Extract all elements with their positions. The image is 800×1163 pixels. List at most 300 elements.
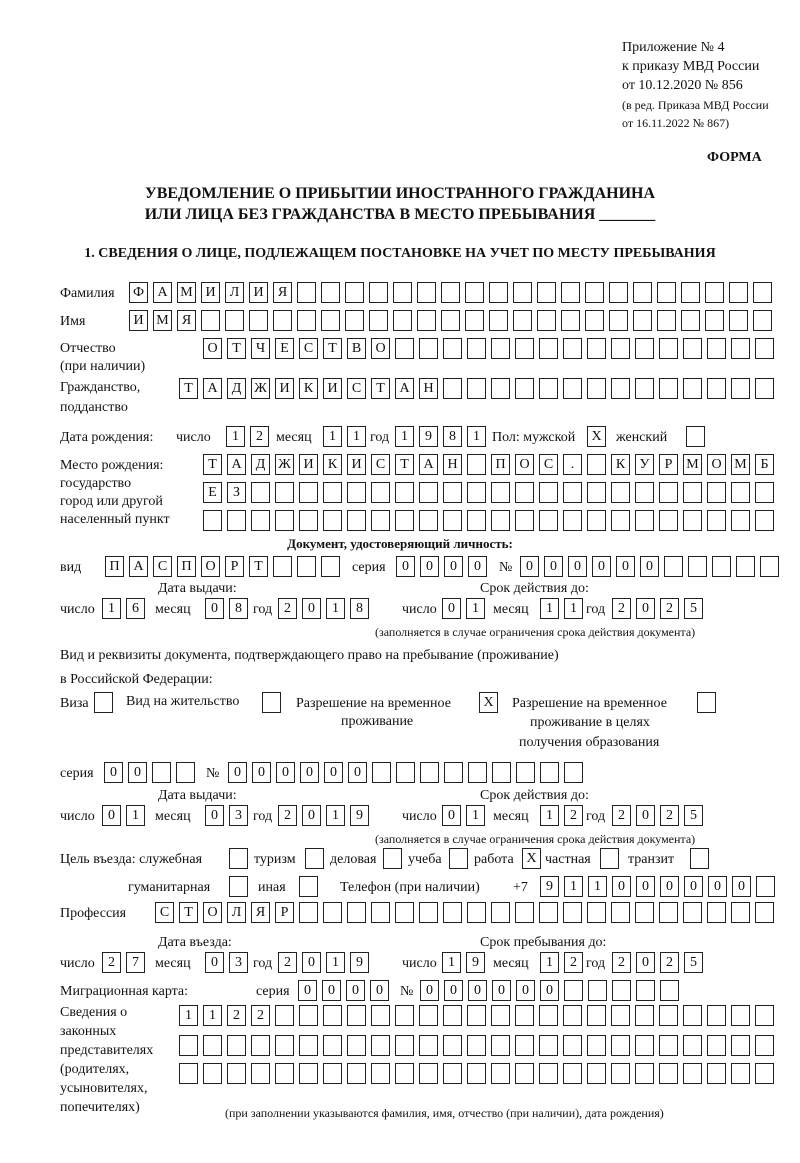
reps-row1-cell[interactable] xyxy=(707,1005,726,1026)
name-cell[interactable] xyxy=(345,310,364,331)
surname-cell[interactable] xyxy=(753,282,772,303)
stay-issue-month-cell[interactable]: 0 xyxy=(205,805,224,826)
reps-row3-cell[interactable] xyxy=(443,1063,462,1084)
stay-number-cell[interactable] xyxy=(396,762,415,783)
reps-row1-cell[interactable] xyxy=(659,1005,678,1026)
id-valid-day-cell[interactable]: 0 xyxy=(442,598,461,619)
pob-row1-cell[interactable]: Н xyxy=(443,454,462,475)
id-series-cell[interactable]: 0 xyxy=(468,556,487,577)
name-cell[interactable] xyxy=(705,310,724,331)
profession-cell[interactable] xyxy=(683,902,702,923)
reps-row2-cell[interactable] xyxy=(203,1035,222,1056)
phone-cell[interactable]: 1 xyxy=(588,876,607,897)
pob-row3-cell[interactable] xyxy=(587,510,606,531)
entry-month-cell[interactable]: 0 xyxy=(205,952,224,973)
profession-cell[interactable]: Т xyxy=(179,902,198,923)
id-number-cell[interactable]: 0 xyxy=(544,556,563,577)
reps-row3-cell[interactable] xyxy=(251,1063,270,1084)
id-issue-year-cell[interactable]: 1 xyxy=(326,598,345,619)
citizenship-cell[interactable]: Д xyxy=(227,378,246,399)
stay-valid-year-cell[interactable]: 2 xyxy=(612,805,631,826)
profession-cell[interactable] xyxy=(731,902,750,923)
trp-checkbox[interactable]: X xyxy=(479,692,498,713)
stay-issue-day-cell[interactable]: 0 xyxy=(102,805,121,826)
surname-cell[interactable] xyxy=(633,282,652,303)
pob-row1-cell[interactable]: . xyxy=(563,454,582,475)
reps-row3-cell[interactable] xyxy=(371,1063,390,1084)
reps-row1-cell[interactable] xyxy=(611,1005,630,1026)
stay-valid-year-cell[interactable]: 5 xyxy=(684,805,703,826)
pob-row2-cell[interactable] xyxy=(731,482,750,503)
entry-year-cell[interactable]: 9 xyxy=(350,952,369,973)
profession-cell[interactable]: С xyxy=(155,902,174,923)
citizenship-cell[interactable] xyxy=(539,378,558,399)
mc-series-cell[interactable]: 0 xyxy=(370,980,389,1001)
pob-row1-cell[interactable]: И xyxy=(299,454,318,475)
dob-day-cell[interactable]: 1 xyxy=(226,426,245,447)
profession-cell[interactable]: Р xyxy=(275,902,294,923)
name-cell[interactable] xyxy=(513,310,532,331)
reps-row1-cell[interactable]: 1 xyxy=(203,1005,222,1026)
id-kind-cell[interactable]: Т xyxy=(249,556,268,577)
id-kind-cell[interactable]: А xyxy=(129,556,148,577)
pob-row3-cell[interactable] xyxy=(251,510,270,531)
name-cell[interactable] xyxy=(417,310,436,331)
citizenship-cell[interactable]: Н xyxy=(419,378,438,399)
name-cell[interactable] xyxy=(297,310,316,331)
profession-cell[interactable] xyxy=(515,902,534,923)
citizenship-cell[interactable] xyxy=(731,378,750,399)
pob-row2-cell[interactable] xyxy=(515,482,534,503)
patronymic-cell[interactable] xyxy=(659,338,678,359)
reps-row1-cell[interactable] xyxy=(515,1005,534,1026)
reps-row2-cell[interactable] xyxy=(731,1035,750,1056)
entry-year-cell[interactable]: 2 xyxy=(278,952,297,973)
surname-cell[interactable] xyxy=(513,282,532,303)
pob-row1-cell[interactable]: Д xyxy=(251,454,270,475)
pob-row3-cell[interactable] xyxy=(491,510,510,531)
surname-cell[interactable] xyxy=(657,282,676,303)
dob-year-cell[interactable]: 1 xyxy=(467,426,486,447)
stay-number-cell[interactable]: 0 xyxy=(276,762,295,783)
id-kind-cell[interactable]: С xyxy=(153,556,172,577)
surname-cell[interactable] xyxy=(417,282,436,303)
id-number-cell[interactable]: 0 xyxy=(520,556,539,577)
pob-row3-cell[interactable] xyxy=(395,510,414,531)
mc-number-cell[interactable]: 0 xyxy=(444,980,463,1001)
reps-row1-cell[interactable]: 2 xyxy=(251,1005,270,1026)
profession-cell[interactable] xyxy=(323,902,342,923)
citizenship-cell[interactable] xyxy=(563,378,582,399)
pob-row2-cell[interactable] xyxy=(371,482,390,503)
reps-row1-cell[interactable] xyxy=(563,1005,582,1026)
profession-cell[interactable]: О xyxy=(203,902,222,923)
pob-row3-cell[interactable] xyxy=(443,510,462,531)
patronymic-cell[interactable] xyxy=(731,338,750,359)
mc-series-cell[interactable]: 0 xyxy=(322,980,341,1001)
stay-series-cell[interactable]: 0 xyxy=(128,762,147,783)
reps-row3-cell[interactable] xyxy=(731,1063,750,1084)
pob-row1-cell[interactable]: Б xyxy=(755,454,774,475)
name-cell[interactable] xyxy=(249,310,268,331)
pob-row1-cell[interactable] xyxy=(467,454,486,475)
mc-number-cell[interactable]: 0 xyxy=(420,980,439,1001)
dob-day-cell[interactable]: 2 xyxy=(250,426,269,447)
reps-row3-cell[interactable] xyxy=(179,1063,198,1084)
citizenship-cell[interactable]: А xyxy=(395,378,414,399)
reps-row2-cell[interactable] xyxy=(179,1035,198,1056)
surname-cell[interactable] xyxy=(441,282,460,303)
reps-row2-cell[interactable] xyxy=(683,1035,702,1056)
stay-issue-year-cell[interactable]: 0 xyxy=(302,805,321,826)
pob-row3-cell[interactable] xyxy=(203,510,222,531)
patronymic-cell[interactable]: В xyxy=(347,338,366,359)
pob-row1-cell[interactable]: У xyxy=(635,454,654,475)
profession-cell[interactable] xyxy=(611,902,630,923)
pob-row3-cell[interactable] xyxy=(227,510,246,531)
pob-row3-cell[interactable] xyxy=(323,510,342,531)
surname-cell[interactable]: Я xyxy=(273,282,292,303)
dob-year-cell[interactable]: 8 xyxy=(443,426,462,447)
id-valid-month-cell[interactable]: 1 xyxy=(540,598,559,619)
id-number-cell[interactable]: 0 xyxy=(640,556,659,577)
p-study-checkbox[interactable] xyxy=(449,848,468,869)
stay-number-cell[interactable]: 0 xyxy=(228,762,247,783)
trpe-checkbox[interactable] xyxy=(697,692,716,713)
reps-row1-cell[interactable] xyxy=(419,1005,438,1026)
until-day-cell[interactable]: 1 xyxy=(442,952,461,973)
surname-cell[interactable]: И xyxy=(249,282,268,303)
patronymic-cell[interactable] xyxy=(419,338,438,359)
surname-cell[interactable] xyxy=(465,282,484,303)
patronymic-cell[interactable] xyxy=(467,338,486,359)
stay-number-cell[interactable]: 0 xyxy=(300,762,319,783)
reps-row2-cell[interactable] xyxy=(347,1035,366,1056)
id-kind-cell[interactable] xyxy=(321,556,340,577)
surname-cell[interactable]: Ф xyxy=(129,282,148,303)
pob-row1-cell[interactable]: К xyxy=(611,454,630,475)
name-cell[interactable] xyxy=(201,310,220,331)
citizenship-cell[interactable] xyxy=(683,378,702,399)
reps-row3-cell[interactable] xyxy=(395,1063,414,1084)
reps-row2-cell[interactable] xyxy=(371,1035,390,1056)
patronymic-cell[interactable]: С xyxy=(299,338,318,359)
id-issue-year-cell[interactable]: 0 xyxy=(302,598,321,619)
mc-number-cell[interactable]: 0 xyxy=(492,980,511,1001)
phone-cell[interactable]: 1 xyxy=(564,876,583,897)
pob-row2-cell[interactable]: З xyxy=(227,482,246,503)
pob-row1-cell[interactable]: О xyxy=(707,454,726,475)
name-cell[interactable]: Я xyxy=(177,310,196,331)
name-cell[interactable] xyxy=(441,310,460,331)
id-issue-day-cell[interactable]: 6 xyxy=(126,598,145,619)
reps-row2-cell[interactable] xyxy=(707,1035,726,1056)
entry-day-cell[interactable]: 2 xyxy=(102,952,121,973)
reps-row1-cell[interactable] xyxy=(755,1005,774,1026)
reps-row3-cell[interactable] xyxy=(707,1063,726,1084)
id-number-cell[interactable] xyxy=(688,556,707,577)
id-number-cell[interactable] xyxy=(664,556,683,577)
name-cell[interactable] xyxy=(753,310,772,331)
citizenship-cell[interactable] xyxy=(443,378,462,399)
profession-cell[interactable] xyxy=(395,902,414,923)
pob-row2-cell[interactable] xyxy=(467,482,486,503)
reps-row2-cell[interactable] xyxy=(299,1035,318,1056)
reps-row2-cell[interactable] xyxy=(635,1035,654,1056)
pob-row2-cell[interactable] xyxy=(635,482,654,503)
id-series-cell[interactable]: 0 xyxy=(396,556,415,577)
dob-month-cell[interactable]: 1 xyxy=(323,426,342,447)
patronymic-cell[interactable] xyxy=(563,338,582,359)
pob-row3-cell[interactable] xyxy=(275,510,294,531)
reps-row1-cell[interactable] xyxy=(731,1005,750,1026)
patronymic-cell[interactable] xyxy=(611,338,630,359)
pob-row3-cell[interactable] xyxy=(731,510,750,531)
id-valid-month-cell[interactable]: 1 xyxy=(564,598,583,619)
until-year-cell[interactable]: 0 xyxy=(636,952,655,973)
patronymic-cell[interactable] xyxy=(395,338,414,359)
pob-row2-cell[interactable] xyxy=(539,482,558,503)
name-cell[interactable] xyxy=(657,310,676,331)
stay-issue-day-cell[interactable]: 1 xyxy=(126,805,145,826)
patronymic-cell[interactable] xyxy=(635,338,654,359)
stay-issue-year-cell[interactable]: 1 xyxy=(326,805,345,826)
patronymic-cell[interactable] xyxy=(707,338,726,359)
name-cell[interactable] xyxy=(225,310,244,331)
until-day-cell[interactable]: 9 xyxy=(466,952,485,973)
reps-row3-cell[interactable] xyxy=(491,1063,510,1084)
profession-cell[interactable] xyxy=(443,902,462,923)
name-cell[interactable] xyxy=(273,310,292,331)
pob-row3-cell[interactable] xyxy=(659,510,678,531)
p-humanitarian-checkbox[interactable] xyxy=(229,876,248,897)
reps-row3-cell[interactable] xyxy=(203,1063,222,1084)
id-number-cell[interactable] xyxy=(712,556,731,577)
citizenship-cell[interactable] xyxy=(611,378,630,399)
p-work-checkbox[interactable]: X xyxy=(522,848,541,869)
pob-row3-cell[interactable] xyxy=(347,510,366,531)
surname-cell[interactable] xyxy=(681,282,700,303)
citizenship-cell[interactable]: Т xyxy=(371,378,390,399)
surname-cell[interactable] xyxy=(585,282,604,303)
id-valid-year-cell[interactable]: 0 xyxy=(636,598,655,619)
reps-row2-cell[interactable] xyxy=(587,1035,606,1056)
until-month-cell[interactable]: 2 xyxy=(564,952,583,973)
name-cell[interactable] xyxy=(369,310,388,331)
profession-cell[interactable] xyxy=(539,902,558,923)
citizenship-cell[interactable] xyxy=(635,378,654,399)
dob-year-cell[interactable]: 1 xyxy=(395,426,414,447)
stay-valid-month-cell[interactable]: 2 xyxy=(564,805,583,826)
sex-female-checkbox[interactable] xyxy=(686,426,705,447)
reps-row1-cell[interactable] xyxy=(299,1005,318,1026)
citizenship-cell[interactable]: Т xyxy=(179,378,198,399)
mc-series-cell[interactable]: 0 xyxy=(346,980,365,1001)
name-cell[interactable] xyxy=(537,310,556,331)
pob-row2-cell[interactable] xyxy=(587,482,606,503)
surname-cell[interactable] xyxy=(705,282,724,303)
reps-row1-cell[interactable] xyxy=(539,1005,558,1026)
citizenship-cell[interactable]: И xyxy=(275,378,294,399)
reps-row2-cell[interactable] xyxy=(323,1035,342,1056)
stay-issue-year-cell[interactable]: 9 xyxy=(350,805,369,826)
pob-row2-cell[interactable] xyxy=(395,482,414,503)
name-cell[interactable] xyxy=(561,310,580,331)
pob-row1-cell[interactable]: А xyxy=(419,454,438,475)
surname-cell[interactable]: А xyxy=(153,282,172,303)
profession-cell[interactable] xyxy=(419,902,438,923)
profession-cell[interactable] xyxy=(707,902,726,923)
name-cell[interactable] xyxy=(681,310,700,331)
reps-row1-cell[interactable]: 2 xyxy=(227,1005,246,1026)
reps-row1-cell[interactable] xyxy=(467,1005,486,1026)
id-kind-cell[interactable]: Р xyxy=(225,556,244,577)
citizenship-cell[interactable]: Ж xyxy=(251,378,270,399)
id-number-cell[interactable]: 0 xyxy=(616,556,635,577)
pob-row3-cell[interactable] xyxy=(755,510,774,531)
id-issue-year-cell[interactable]: 2 xyxy=(278,598,297,619)
citizenship-cell[interactable]: А xyxy=(203,378,222,399)
pob-row3-cell[interactable] xyxy=(683,510,702,531)
patronymic-cell[interactable]: Ч xyxy=(251,338,270,359)
pob-row1-cell[interactable]: О xyxy=(515,454,534,475)
pob-row1-cell[interactable]: М xyxy=(731,454,750,475)
id-issue-year-cell[interactable]: 8 xyxy=(350,598,369,619)
dob-year-cell[interactable]: 9 xyxy=(419,426,438,447)
reps-row3-cell[interactable] xyxy=(419,1063,438,1084)
pob-row1-cell[interactable]: С xyxy=(539,454,558,475)
id-issue-month-cell[interactable]: 8 xyxy=(229,598,248,619)
pob-row3-cell[interactable] xyxy=(611,510,630,531)
reps-row3-cell[interactable] xyxy=(563,1063,582,1084)
stay-number-cell[interactable] xyxy=(540,762,559,783)
mc-number-cell[interactable] xyxy=(636,980,655,1001)
stay-number-cell[interactable] xyxy=(516,762,535,783)
reps-row2-cell[interactable] xyxy=(563,1035,582,1056)
pob-row2-cell[interactable] xyxy=(491,482,510,503)
pob-row2-cell[interactable] xyxy=(755,482,774,503)
phone-cell[interactable]: 0 xyxy=(684,876,703,897)
patronymic-cell[interactable]: Т xyxy=(227,338,246,359)
reps-row1-cell[interactable] xyxy=(587,1005,606,1026)
surname-cell[interactable] xyxy=(345,282,364,303)
stay-valid-day-cell[interactable]: 0 xyxy=(442,805,461,826)
reps-row2-cell[interactable] xyxy=(491,1035,510,1056)
reps-row1-cell[interactable] xyxy=(683,1005,702,1026)
pob-row1-cell[interactable]: К xyxy=(323,454,342,475)
citizenship-cell[interactable] xyxy=(515,378,534,399)
name-cell[interactable] xyxy=(609,310,628,331)
reps-row3-cell[interactable] xyxy=(659,1063,678,1084)
patronymic-cell[interactable] xyxy=(587,338,606,359)
surname-cell[interactable]: М xyxy=(177,282,196,303)
id-series-cell[interactable]: 0 xyxy=(444,556,463,577)
reps-row3-cell[interactable] xyxy=(347,1063,366,1084)
pob-row1-cell[interactable]: Р xyxy=(659,454,678,475)
p-tourism-checkbox[interactable] xyxy=(305,848,324,869)
visa-checkbox[interactable] xyxy=(94,692,113,713)
patronymic-cell[interactable]: Т xyxy=(323,338,342,359)
id-kind-cell[interactable] xyxy=(273,556,292,577)
entry-year-cell[interactable]: 1 xyxy=(326,952,345,973)
profession-cell[interactable] xyxy=(587,902,606,923)
id-valid-day-cell[interactable]: 1 xyxy=(466,598,485,619)
citizenship-cell[interactable] xyxy=(587,378,606,399)
pob-row1-cell[interactable]: М xyxy=(683,454,702,475)
reps-row2-cell[interactable] xyxy=(419,1035,438,1056)
id-kind-cell[interactable]: П xyxy=(105,556,124,577)
phone-cell[interactable]: 0 xyxy=(732,876,751,897)
patronymic-cell[interactable] xyxy=(491,338,510,359)
pob-row2-cell[interactable] xyxy=(347,482,366,503)
profession-cell[interactable]: Л xyxy=(227,902,246,923)
name-cell[interactable] xyxy=(489,310,508,331)
profession-cell[interactable] xyxy=(635,902,654,923)
phone-cell[interactable]: 0 xyxy=(660,876,679,897)
reps-row1-cell[interactable] xyxy=(395,1005,414,1026)
stay-number-cell[interactable] xyxy=(420,762,439,783)
reps-row3-cell[interactable] xyxy=(467,1063,486,1084)
mc-number-cell[interactable]: 0 xyxy=(540,980,559,1001)
phone-cell[interactable]: 0 xyxy=(708,876,727,897)
pob-row1-cell[interactable]: Т xyxy=(203,454,222,475)
surname-cell[interactable] xyxy=(561,282,580,303)
id-kind-cell[interactable] xyxy=(297,556,316,577)
name-cell[interactable]: М xyxy=(153,310,172,331)
reps-row2-cell[interactable] xyxy=(659,1035,678,1056)
stay-series-cell[interactable] xyxy=(176,762,195,783)
pob-row2-cell[interactable] xyxy=(683,482,702,503)
id-valid-year-cell[interactable]: 2 xyxy=(660,598,679,619)
stay-issue-month-cell[interactable]: 3 xyxy=(229,805,248,826)
pob-row2-cell[interactable]: Е xyxy=(203,482,222,503)
p-transit-checkbox[interactable] xyxy=(690,848,709,869)
name-cell[interactable] xyxy=(633,310,652,331)
citizenship-cell[interactable] xyxy=(707,378,726,399)
pob-row3-cell[interactable] xyxy=(635,510,654,531)
citizenship-cell[interactable]: И xyxy=(323,378,342,399)
reps-row1-cell[interactable] xyxy=(491,1005,510,1026)
patronymic-cell[interactable] xyxy=(443,338,462,359)
phone-cell[interactable] xyxy=(756,876,775,897)
stay-valid-year-cell[interactable]: 0 xyxy=(636,805,655,826)
mc-number-cell[interactable] xyxy=(588,980,607,1001)
reps-row2-cell[interactable] xyxy=(539,1035,558,1056)
pob-row2-cell[interactable] xyxy=(443,482,462,503)
citizenship-cell[interactable]: С xyxy=(347,378,366,399)
id-series-cell[interactable]: 0 xyxy=(420,556,439,577)
patronymic-cell[interactable] xyxy=(755,338,774,359)
until-year-cell[interactable]: 5 xyxy=(684,952,703,973)
pob-row1-cell[interactable]: П xyxy=(491,454,510,475)
surname-cell[interactable] xyxy=(393,282,412,303)
stay-number-cell[interactable]: 0 xyxy=(252,762,271,783)
reps-row3-cell[interactable] xyxy=(539,1063,558,1084)
reps-row1-cell[interactable] xyxy=(443,1005,462,1026)
patronymic-cell[interactable]: О xyxy=(203,338,222,359)
reps-row3-cell[interactable] xyxy=(275,1063,294,1084)
stay-number-cell[interactable] xyxy=(372,762,391,783)
id-kind-cell[interactable]: О xyxy=(201,556,220,577)
id-issue-day-cell[interactable]: 1 xyxy=(102,598,121,619)
name-cell[interactable] xyxy=(585,310,604,331)
stay-number-cell[interactable]: 0 xyxy=(348,762,367,783)
profession-cell[interactable] xyxy=(659,902,678,923)
surname-cell[interactable] xyxy=(297,282,316,303)
until-year-cell[interactable]: 2 xyxy=(660,952,679,973)
profession-cell[interactable] xyxy=(563,902,582,923)
reps-row3-cell[interactable] xyxy=(635,1063,654,1084)
